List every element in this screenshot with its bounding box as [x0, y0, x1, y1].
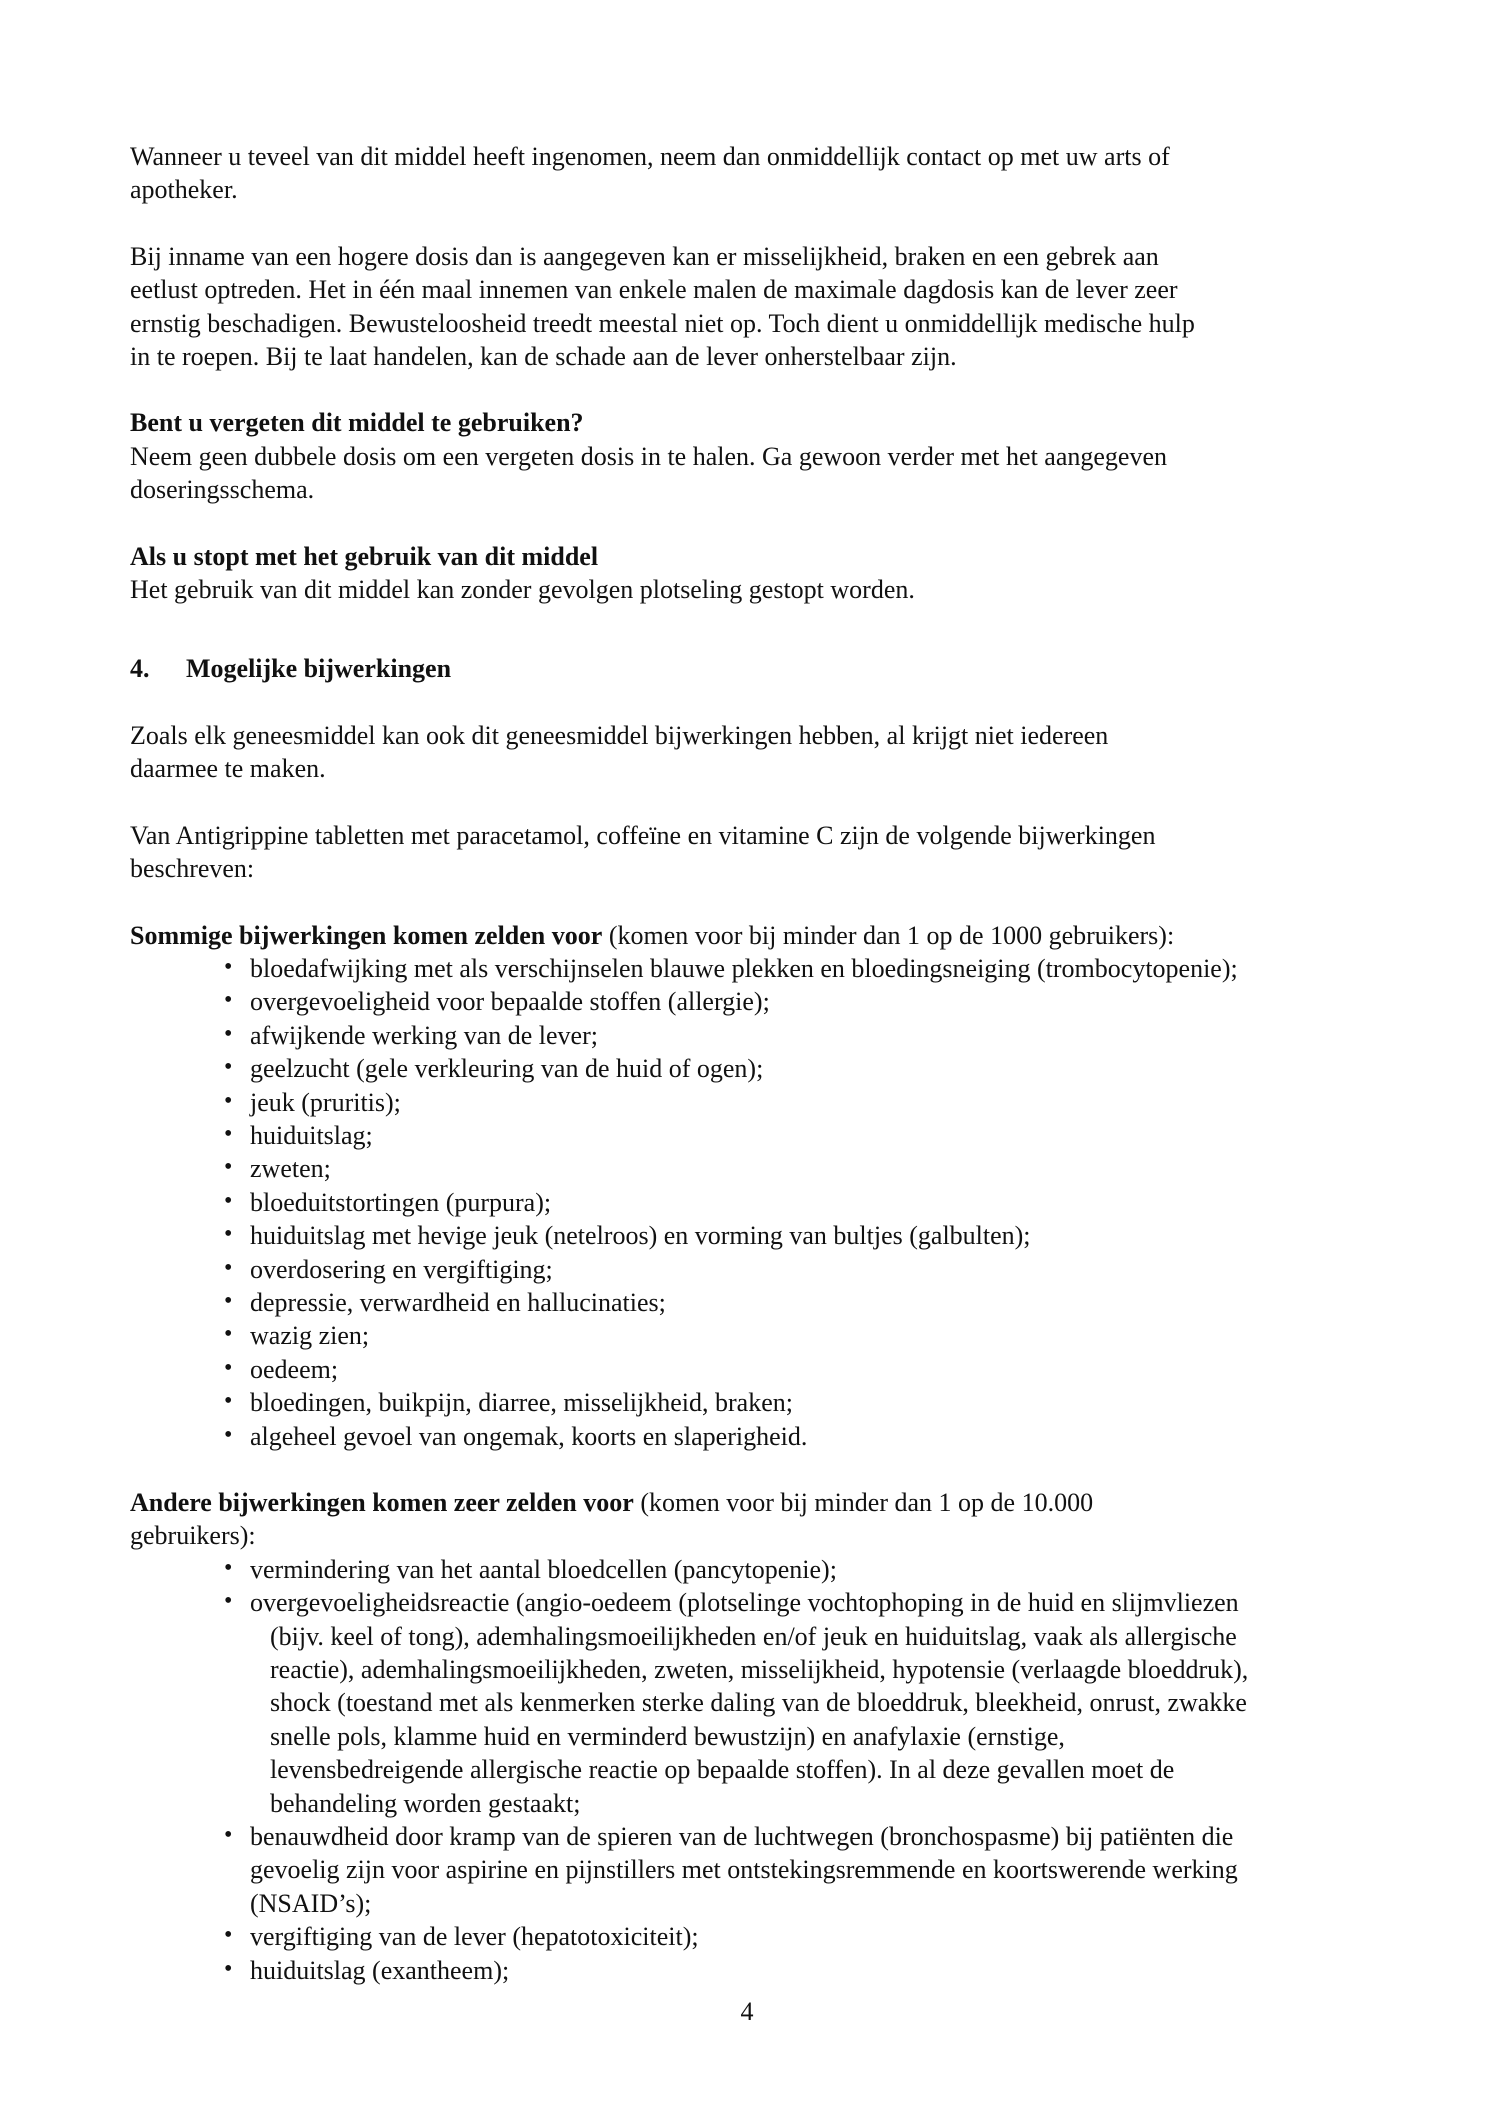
text-line: beschreven: [130, 854, 255, 884]
list-item-line [224, 1353, 1366, 1386]
list-item-line [224, 1420, 1366, 1453]
text: wazig zien; [250, 1321, 370, 1351]
list-item-continuation: snelle pols, klamme huid en verminderd bewustzijn) en anafylaxie (ernstige, [270, 1721, 1065, 1751]
text: gebruikers): [130, 1521, 256, 1551]
list-item [130, 952, 1366, 985]
bullet-icon: • [224, 987, 233, 1014]
text-line: Van Antigrippine tabletten met paracetamol, coffeïne en vitamine C zijn de volgende bijwerkingen [130, 820, 1156, 850]
bullet-icon: • [224, 1354, 233, 1381]
list-item [130, 1286, 1366, 1319]
text: bloedafwijking met als verschijnselen blauwe plekken en bloedingsneiging (trombocytopenie); [250, 953, 1238, 983]
list-item-line [224, 1820, 1366, 1853]
list-item [130, 1319, 1366, 1352]
text: geelzucht (gele verkleuring van de huid of ogen); [250, 1054, 764, 1084]
list-item [130, 985, 1366, 1018]
list-item-line [224, 1119, 1366, 1152]
text: huiduitslag (exantheem); [250, 1955, 510, 1985]
list-item-continuation: (bijv. keel of tong), ademhalingsmoeilijkheden en/of jeuk en huiduitslag, vaak als allergische [270, 1621, 1237, 1651]
bullet-icon: • [224, 1087, 233, 1114]
bullet-list [130, 952, 1366, 1453]
paragraph [130, 540, 1366, 607]
text: jeuk (pruritis); [250, 1087, 401, 1117]
list-item-continuation: reactie), ademhalingsmoeilijkheden, zweten, misselijkheid, hypotensie (verlaagde bloeddruk), [270, 1655, 1249, 1685]
bullet-icon: • [224, 1054, 233, 1081]
text-line: daarmee te maken. [130, 754, 326, 784]
document-body [130, 140, 1366, 1987]
text: depressie, verwardheid en hallucinaties; [250, 1287, 666, 1317]
text: benauwdheid door kramp van de spieren van de luchtwegen (bronchospasme) bij patiënten die [250, 1822, 1234, 1852]
list-item-line [224, 1186, 1366, 1219]
text: overdosering en vergiftiging; [250, 1254, 553, 1284]
list-item [130, 1019, 1366, 1052]
list-item-line [224, 985, 1366, 1018]
text: (komen voor bij minder dan 1 op de 10.000 [633, 1488, 1094, 1517]
bullet-icon: • [224, 1955, 233, 1982]
list-item-line [224, 1553, 1366, 1586]
text: bloeduitstortingen (purpura); [250, 1187, 552, 1217]
text-line: eetlust optreden. Het in één maal innemen van enkele malen de maximale dagdosis kan de lever zeer [130, 275, 1178, 305]
text-line: in te roepen. Bij te laat handelen, kan de schade aan de lever onherstelbaar zijn. [130, 342, 957, 372]
list-item-line [224, 1386, 1366, 1419]
text: overgevoeligheid voor bepaalde stoffen (allergie); [250, 987, 770, 1017]
list-item-line [224, 1152, 1366, 1185]
list-item-continuation: gevoelig zijn voor aspirine en pijnstillers met ontstekingsremmende en koortswerende werking [250, 1855, 1238, 1885]
bullet-icon: • [224, 953, 233, 980]
list-item-line [224, 1019, 1366, 1052]
bullet-icon: • [224, 1822, 233, 1849]
bold-text: Andere bijwerkingen komen zeer zelden voor [130, 1488, 634, 1517]
bullet-icon: • [224, 1554, 233, 1581]
list-item-line [224, 1319, 1366, 1352]
list-item [130, 1420, 1366, 1453]
text-line [130, 919, 1366, 952]
bullet-icon: • [224, 1588, 233, 1615]
section-heading [130, 652, 1366, 685]
bullet-icon: • [224, 1254, 233, 1281]
text: bloedingen, buikpijn, diarree, misselijkheid, braken; [250, 1388, 793, 1418]
list-item-line [224, 1286, 1366, 1319]
bullet-icon: • [224, 1922, 233, 1949]
list-item-line [224, 952, 1366, 985]
paragraph [130, 719, 1366, 786]
text-line: Wanneer u teveel van dit middel heeft ingenomen, neem dan onmiddellijk contact op met uw arts of [130, 142, 1170, 171]
paragraph-heading: Bent u vergeten dit middel te gebruiken? [130, 408, 584, 438]
list-item [130, 1820, 1366, 1920]
bullet-icon: • [224, 1221, 233, 1248]
paragraph [130, 406, 1366, 506]
bullet-icon: • [224, 1154, 233, 1181]
list-item [130, 1386, 1366, 1419]
text-line: Zoals elk geneesmiddel kan ook dit geneesmiddel bijwerkingen hebben, al krijgt niet iedereen [130, 720, 1109, 750]
text-line: apotheker. [130, 175, 238, 205]
text-line [130, 1486, 1366, 1519]
paragraph [130, 919, 1366, 952]
list-item [130, 1052, 1366, 1085]
list-item [130, 1353, 1366, 1386]
list-item [130, 1086, 1366, 1119]
list-item-continuation: shock (toestand met als kenmerken sterke daling van de bloeddruk, bleekheid, onrust, zwakke [270, 1688, 1247, 1718]
text: vermindering van het aantal bloedcellen (pancytopenie); [250, 1554, 837, 1584]
list-item-line [224, 1253, 1366, 1286]
bullet-icon: • [224, 1020, 233, 1047]
list-item-line [224, 1920, 1366, 1953]
text: algeheel gevoel van ongemak, koorts en slaperigheid. [250, 1421, 808, 1451]
list-item-line [224, 1954, 1366, 1987]
list-item-continuation: behandeling worden gestaakt; [270, 1788, 581, 1818]
section-title: Mogelijke bijwerkingen [186, 654, 452, 684]
text: overgevoeligheidsreactie (angio-oedeem (plotselinge vochtophoping in de huid en slijmvliezen [250, 1588, 1239, 1618]
bullet-icon: • [224, 1388, 233, 1415]
page-number: 4 [740, 1997, 754, 2026]
list-item [130, 1920, 1366, 1953]
list-item [130, 1152, 1366, 1185]
text-line: doseringsschema. [130, 475, 315, 505]
text-line: Het gebruik van dit middel kan zonder gevolgen plotseling gestopt worden. [130, 575, 915, 605]
list-item [130, 1586, 1366, 1820]
list-item [130, 1253, 1366, 1286]
list-item [130, 1954, 1366, 1987]
text: oedeem; [250, 1354, 339, 1384]
list-item-line [224, 1086, 1366, 1119]
text: huiduitslag met hevige jeuk (netelroos) en vorming van bultjes (galbulten); [250, 1221, 1031, 1251]
section-number: 4. [130, 654, 150, 684]
list-item [130, 1119, 1366, 1152]
list-item-line [224, 1219, 1366, 1252]
bullet-icon: • [224, 1187, 233, 1214]
text-line: Neem geen dubbele dosis om een vergeten dosis in te halen. Ga gewoon verder met het aangegeven [130, 441, 1167, 471]
text: vergiftiging van de lever (hepatotoxiciteit); [250, 1922, 699, 1952]
text: zweten; [250, 1154, 331, 1184]
list-item [130, 1553, 1366, 1586]
list-item [130, 1219, 1366, 1252]
list-item-continuation: (NSAID’s); [250, 1888, 372, 1918]
bullet-list [130, 1553, 1366, 1987]
text-line: Bij inname van een hogere dosis dan is aangegeven kan er misselijkheid, braken en een gebrek aan [130, 241, 1159, 271]
paragraph [130, 1486, 1366, 1553]
paragraph [130, 240, 1366, 374]
text-line [130, 1519, 1366, 1552]
list-item-continuation: levensbedreigende allergische reactie op bepaalde stoffen). In al deze gevallen moet de [270, 1755, 1175, 1785]
paragraph-heading: Als u stopt met het gebruik van dit middel [130, 541, 599, 571]
bullet-icon: • [224, 1421, 233, 1448]
text-line: ernstig beschadigen. Bewusteloosheid treedt meestal niet op. Toch dient u onmiddellijk medische hulp [130, 308, 1195, 338]
paragraph [130, 140, 1366, 207]
paragraph [130, 819, 1366, 886]
list-item-line [224, 1052, 1366, 1085]
text: afwijkende werking van de lever; [250, 1020, 598, 1050]
bullet-icon: • [224, 1321, 233, 1348]
list-item [130, 1186, 1366, 1219]
list-item-line [224, 1586, 1366, 1619]
text: (komen voor bij minder dan 1 op de 1000 gebruikers): [602, 920, 1175, 950]
bullet-icon: • [224, 1120, 233, 1147]
bold-text: Sommige bijwerkingen komen zelden voor [130, 920, 603, 950]
text: huiduitslag; [250, 1120, 373, 1150]
bullet-icon: • [224, 1287, 233, 1314]
